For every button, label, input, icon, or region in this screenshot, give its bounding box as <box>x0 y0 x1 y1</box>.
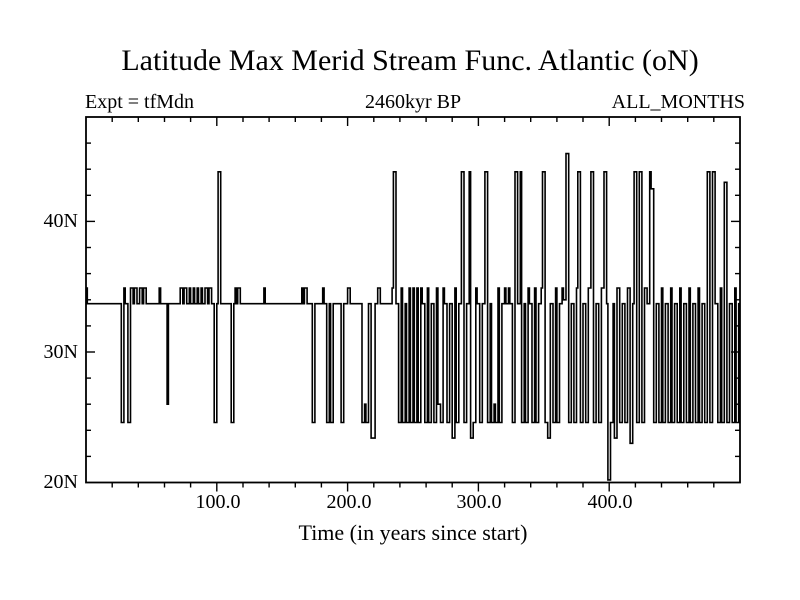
experiment-label: Expt = tfMdn <box>85 91 195 113</box>
y-tick-label-40n: 40N <box>43 210 78 232</box>
x-axis-title: Time (in years since start) <box>298 520 528 545</box>
page-title: Latitude Max Merid Stream Func. Atlantic (oN) <box>121 44 699 77</box>
date-label: 2460kyr BP <box>364 91 462 113</box>
x-tick-label-200: 200.0 <box>326 491 372 513</box>
x-tick-label-100: 100.0 <box>195 491 241 513</box>
months-label: ALL_MONTHS <box>611 91 745 113</box>
x-tick-label-300: 300.0 <box>456 491 502 513</box>
y-tick-label-30n: 30N <box>43 341 78 363</box>
y-tick-label-20n: 20N <box>43 471 78 493</box>
data-line <box>86 154 740 480</box>
x-tick-label-400: 400.0 <box>587 491 633 513</box>
